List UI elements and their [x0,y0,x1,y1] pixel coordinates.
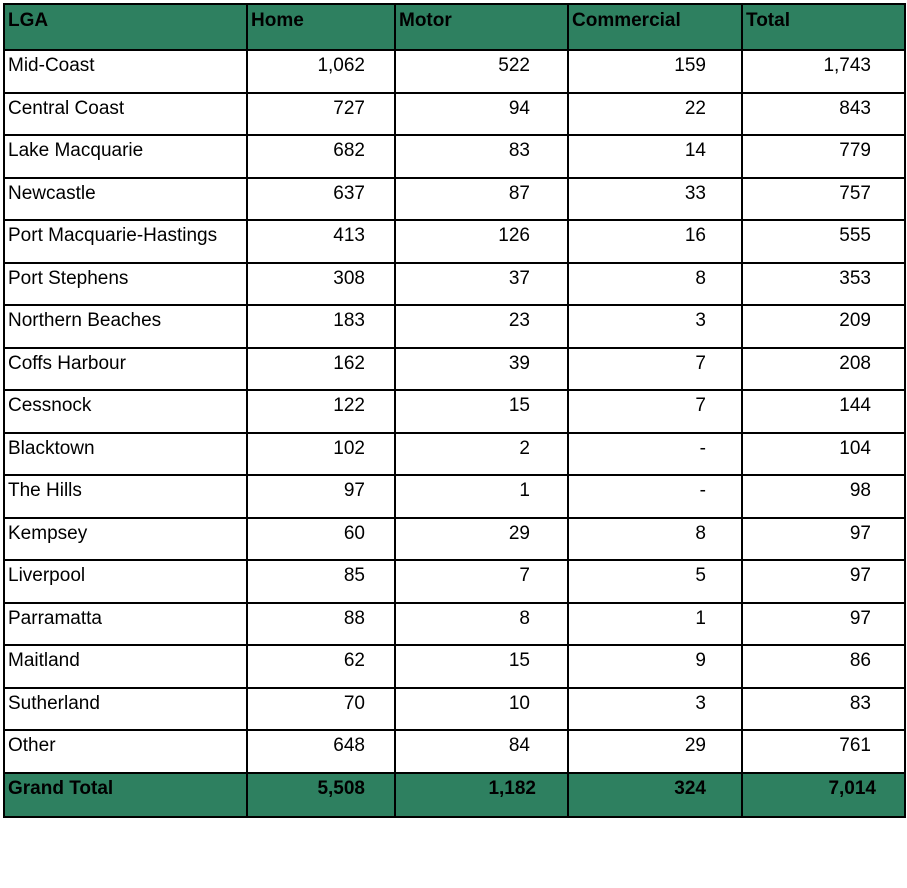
table-row [4,178,905,221]
cell-motor: 126 [395,220,568,263]
cell-total: 97 [742,603,905,646]
cell-home: 637 [247,178,395,221]
cell-motor: 8 [395,603,568,646]
cell-motor: 87 [395,178,568,221]
cell-lga: Liverpool [4,560,247,603]
cell-motor: 37 [395,263,568,306]
cell-total: 1,743 [742,50,905,93]
grand-total-total: 7,014 [742,773,905,817]
cell-home: 648 [247,730,395,773]
cell-commercial: 22 [568,93,742,136]
cell-total: 757 [742,178,905,221]
table-row [4,348,905,391]
cell-commercial: 3 [568,688,742,731]
table-row [4,518,905,561]
table-row [4,50,905,93]
cell-total: 761 [742,730,905,773]
cell-lga: Port Stephens [4,263,247,306]
table-row [4,560,905,603]
cell-lga: Newcastle [4,178,247,221]
cell-home: 1,062 [247,50,395,93]
header-lga: LGA [4,4,247,50]
cell-total: 86 [742,645,905,688]
cell-motor: 2 [395,433,568,476]
table-row [4,263,905,306]
cell-commercial: 7 [568,348,742,391]
cell-total: 843 [742,93,905,136]
cell-motor: 23 [395,305,568,348]
table-row [4,390,905,433]
table-row [4,93,905,136]
cell-home: 682 [247,135,395,178]
cell-commercial: 9 [568,645,742,688]
cell-lga: Other [4,730,247,773]
cell-commercial: 159 [568,50,742,93]
cell-commercial: 1 [568,603,742,646]
cell-lga: Central Coast [4,93,247,136]
table-row [4,135,905,178]
cell-total: 104 [742,433,905,476]
cell-total: 555 [742,220,905,263]
header-home: Home [247,4,395,50]
cell-commercial: 14 [568,135,742,178]
cell-lga: Kempsey [4,518,247,561]
cell-lga: Parramatta [4,603,247,646]
grand-total-commercial: 324 [568,773,742,817]
cell-motor: 7 [395,560,568,603]
grand-total-label: Grand Total [4,773,247,817]
cell-total: 209 [742,305,905,348]
cell-home: 162 [247,348,395,391]
cell-home: 308 [247,263,395,306]
grand-total-home: 5,508 [247,773,395,817]
cell-total: 208 [742,348,905,391]
cell-commercial: 33 [568,178,742,221]
header-row [4,4,905,50]
cell-home: 102 [247,433,395,476]
cell-total: 353 [742,263,905,306]
table-row [4,688,905,731]
cell-home: 413 [247,220,395,263]
cell-total: 98 [742,475,905,518]
cell-lga: Lake Macquarie [4,135,247,178]
cell-motor: 94 [395,93,568,136]
cell-commercial: - [568,475,742,518]
table-row [4,475,905,518]
cell-lga: Maitland [4,645,247,688]
grand-total-row [4,773,905,817]
cell-commercial: 8 [568,518,742,561]
cell-total: 779 [742,135,905,178]
cell-home: 122 [247,390,395,433]
cell-total: 144 [742,390,905,433]
cell-commercial: 8 [568,263,742,306]
cell-home: 60 [247,518,395,561]
cell-home: 183 [247,305,395,348]
cell-lga: Cessnock [4,390,247,433]
cell-motor: 10 [395,688,568,731]
cell-home: 727 [247,93,395,136]
table-row [4,305,905,348]
cell-motor: 15 [395,645,568,688]
header-motor: Motor [395,4,568,50]
cell-home: 70 [247,688,395,731]
cell-lga: Northern Beaches [4,305,247,348]
table-row [4,730,905,773]
header-total: Total [742,4,905,50]
cell-commercial: 5 [568,560,742,603]
header-commercial: Commercial [568,4,742,50]
cell-home: 97 [247,475,395,518]
cell-commercial: 29 [568,730,742,773]
cell-commercial: 7 [568,390,742,433]
cell-commercial: 16 [568,220,742,263]
cell-commercial: - [568,433,742,476]
cell-motor: 39 [395,348,568,391]
cell-motor: 15 [395,390,568,433]
cell-total: 83 [742,688,905,731]
cell-home: 85 [247,560,395,603]
cell-motor: 29 [395,518,568,561]
cell-lga: Coffs Harbour [4,348,247,391]
cell-motor: 83 [395,135,568,178]
cell-motor: 522 [395,50,568,93]
cell-commercial: 3 [568,305,742,348]
cell-total: 97 [742,518,905,561]
cell-home: 62 [247,645,395,688]
table-row [4,645,905,688]
lga-claims-table [3,3,906,818]
cell-motor: 1 [395,475,568,518]
cell-total: 97 [742,560,905,603]
cell-lga: Sutherland [4,688,247,731]
table-row [4,220,905,263]
table-row [4,433,905,476]
cell-motor: 84 [395,730,568,773]
cell-home: 88 [247,603,395,646]
cell-lga: Blacktown [4,433,247,476]
cell-lga: The Hills [4,475,247,518]
grand-total-motor: 1,182 [395,773,568,817]
cell-lga: Port Macquarie-Hastings [4,220,247,263]
table-row [4,603,905,646]
cell-lga: Mid-Coast [4,50,247,93]
